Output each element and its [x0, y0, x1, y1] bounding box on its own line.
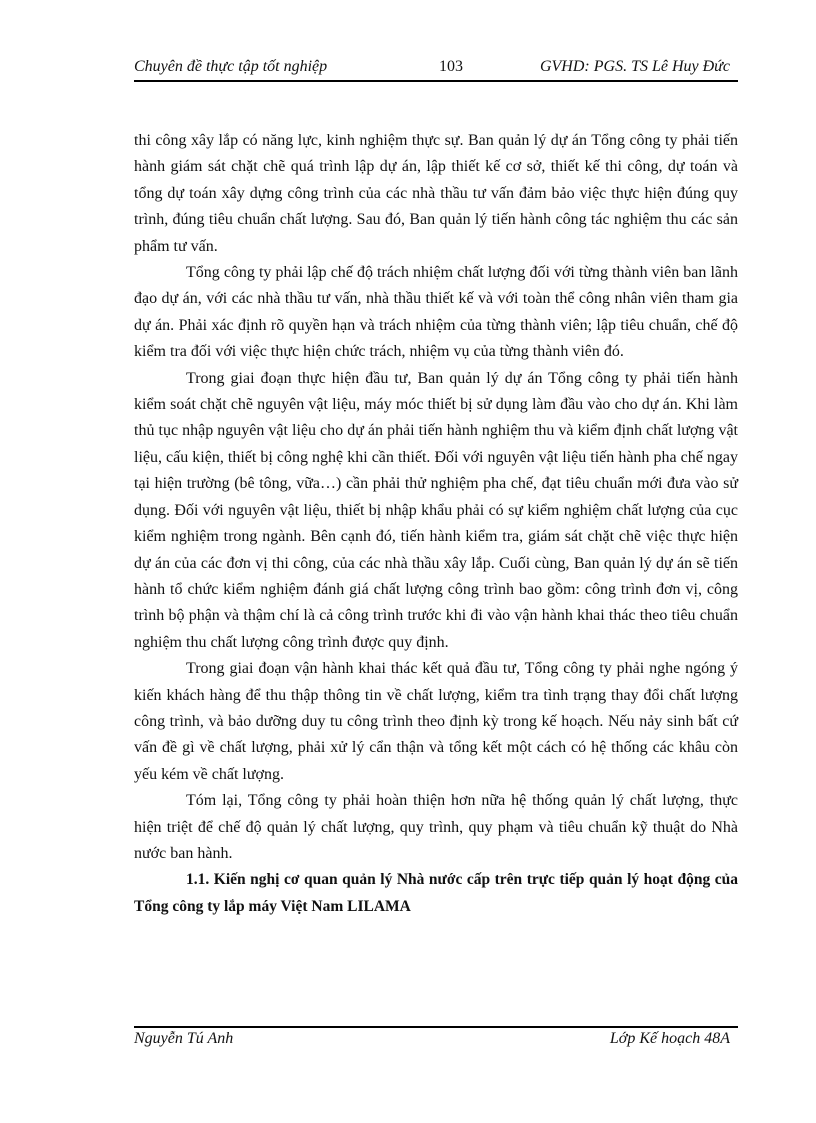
footer-author: Nguyễn Tú Anh [134, 1030, 234, 1047]
header-document-title: Chuyên đề thực tập tốt nghiệp [134, 58, 328, 75]
page-header [134, 58, 738, 80]
paragraph: Trong giai đoạn vận hành khai thác kết quả đầu tư, Tổng công ty phải nghe ngóng ý kiến khách hàng để thu thập thông tin về chất lượng, kiểm tra tình trạng thay đổi chất lượng công trình, và bảo dưỡng duy tu công trình theo định kỳ trong kế hoạch. Nếu nảy sinh bất cứ vấn đề gì về chất lượng, phải xử lý cẩn thận và tổng kết một cách có hệ thống các khâu còn yếu kém về chất lượng. [134, 660, 738, 783]
paragraph-continuation: thi công xây lắp có năng lực, kinh nghiệm thực sự. Ban quản lý dự án Tổng công ty phải tiến hành giám sát chặt chẽ quá trình lập dự án, lập thiết kế cơ sở, thiết kế thi công, dự toán và tổng dự toán xây dựng công trình của các nhà thầu tư vấn đảm bảo việc thực hiện đúng quy trình, đúng tiêu chuẩn chất lượng. Sau đó, Ban quản lý tiến hành công tác nghiệm thu các sản phẩm tư vấn. [134, 132, 738, 255]
header-supervisor: GVHD: PGS. TS Lê Huy Đức [539, 58, 730, 75]
section-heading: 1.1. Kiến nghị cơ quan quản lý Nhà nước cấp trên trực tiếp quản lý hoạt động của Tổng công ty lắp máy Việt Nam LILAMA [134, 871, 738, 915]
paragraph: Tổng công ty phải lập chế độ trách nhiệm chất lượng đối với từng thành viên ban lãnh đạo dự án, với các nhà thầu tư vấn, nhà thầu thiết kế và với toàn thể công nhân viên tham gia dự án. Phải xác định rõ quyền hạn và trách nhiệm của từng thành viên; lập tiêu chuẩn, chế độ kiểm tra đối với việc thực hiện chức trách, nhiệm vụ của từng thành viên đó. [134, 264, 738, 361]
page-footer [134, 1030, 738, 1052]
paragraph: Tóm lại, Tổng công ty phải hoàn thiện hơn nữa hệ thống quản lý chất lượng, thực hiện triệt để chế độ quản lý chất lượng, quy trình, quy phạm và tiêu chuẩn kỹ thuật do Nhà nước ban hành. [134, 792, 738, 862]
document-body [134, 128, 738, 920]
footer-class: Lớp Kế hoạch 48A [609, 1030, 730, 1047]
page-number: 103 [439, 58, 463, 75]
paragraph: Trong giai đoạn thực hiện đầu tư, Ban quản lý dự án Tổng công ty phải tiến hành kiểm soát chặt chẽ nguyên vật liệu, máy móc thiết bị sử dụng làm đầu vào cho dự án. Khi làm thủ tục nhập nguyên vật liệu cho dự án phải tiến hành nghiệm thu và kiểm định chất lượng vật liệu, cấu kiện, thiết bị công nghệ khi cần thiết. Đối với nguyên vật liệu tiến hành pha chế ngay tại hiện trường (bê tông, vữa…) cần phải thử nghiệm pha chế, đạt tiêu chuẩn mới đưa vào sử dụng. Đối với nguyên vật liệu, thiết bị nhập khẩu phải có sự kiểm nghiệm chất lượng của cục kiểm nghiệm trong ngành. Bên cạnh đó, tiến hành kiểm tra, giám sát chặt chẽ việc thực hiện dự án của các đơn vị thi công, của các nhà thầu xây lắp. Cuối cùng, Ban quản lý dự án sẽ tiến hành tổ chức kiểm nghiệm đánh giá chất lượng công trình bao gồm: công trình đơn vị, công trình bộ phận và thậm chí là cả công trình trước khi đi vào vận hành khai thác theo tiêu chuẩn nghiệm thu chất lượng công trình được quy định. [134, 369, 738, 651]
header-divider [134, 80, 738, 82]
footer-divider [134, 1026, 738, 1028]
